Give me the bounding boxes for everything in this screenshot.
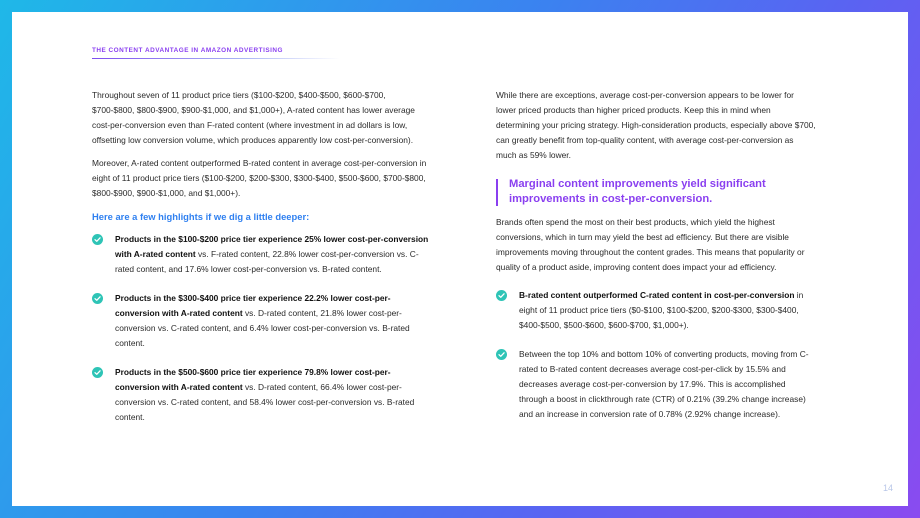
right-bullet-1-bold: B-rated content outperformed C-rated content in cost-per-conversion	[519, 290, 795, 300]
right-bullet-1-rest: in eight of 11 product price tiers ($0-$100, $100-$200, $200-$300, $300-$400, $400-$500, $500-$600, $600-$700, $1,000+).	[519, 290, 804, 330]
left-bullet-3-rest: vs. D-rated content, 66.4% lower cost-per-conversion vs. C-rated content, and 58.4% lower cost-per-conversion vs. B-rated content.	[115, 382, 415, 422]
right-bullet-2-text	[519, 347, 816, 422]
left-bullet-2	[92, 291, 430, 351]
left-column	[92, 88, 430, 439]
left-paragraph-2: Moreover, A-rated content outperformed B-rated content in average cost-per-conversion in eight of 11 product price tiers ($100-$200, $200-$300, $300-$400, $500-$600, $700-$800, $800-$900, $900-$1,000, and $1,000+).	[92, 158, 427, 198]
pull-quote-text: Marginal content improvements yield significant improvements in cost-per-conversion.	[509, 178, 766, 205]
left-bullet-2-bold: Products in the $300-$400 price tier experience 22.2% lower cost-per-conversion with A-rated content	[115, 293, 391, 318]
check-circle-icon	[496, 290, 507, 301]
check-circle-icon	[92, 234, 103, 245]
left-bullet-1-rest: vs. F-rated content, 22.8% lower cost-per-conversion vs. C-rated content, and 17.6% lower cost-per-conversion vs. B-rated content.	[115, 249, 419, 274]
left-bullet-1-bold: Products in the $100-$200 price tier experience 25% lower cost-per-conversion with A-rated content	[115, 234, 429, 259]
page-number: 14	[882, 483, 893, 493]
left-bullet-3	[92, 365, 430, 425]
pull-quote-bar	[496, 179, 498, 206]
right-paragraph-2: Brands often spend the most on their best products, which yield the highest conversions, which in turn may yield the best ad efficiency. But there are visible improvements moving throughout the content grades. This means that popularity or quality of a product aside, improving content does impact your ad efficiency.	[496, 217, 805, 272]
right-bullet-1	[496, 288, 816, 333]
left-paragraph-1: Throughout seven of 11 product price tiers ($100-$200, $400-$500, $600-$700, $700-$800, $800-$900, $900-$1,000, and $1,000+), A-rated content has lower average cost-per-conversion even than F-rated content (where investment in ad dollars is low, offsetting low conversion volume, which produces apparently low cost-per-conversion).	[92, 90, 415, 145]
pull-quote	[496, 177, 816, 207]
right-paragraph-1: While there are exceptions, average cost-per-conversion appears to be lower for lower priced products than higher priced products. Keep this in mind when determining your pricing strategy. High-consideration products, especially above $700, can greatly benefit from top-quality content, with average cost-per-conversion as much as 59% lower.	[496, 90, 816, 160]
document-page	[12, 12, 908, 506]
header-divider	[92, 58, 340, 59]
right-bullet-1-text	[519, 288, 816, 333]
right-column	[496, 88, 816, 436]
left-bullet-3-text	[115, 365, 430, 425]
highlights-heading: Here are a few highlights if we dig a little deeper:	[92, 211, 310, 222]
right-bullet-2-rest: Between the top 10% and bottom 10% of converting products, moving from C-rated to B-rated content decreases average cost-per-click by 15.5% and decreases average cost-per-conversion by 17.9%. This is accomplished through a boost in clickthrough rate (CTR) of 0.21% (39.2% change increase) and an increase in conversion rate of 0.78% (2.92% change increase).	[519, 349, 809, 419]
right-bullet-2	[496, 347, 816, 422]
left-bullet-3-bold: Products in the $500-$600 price tier experience 79.8% lower cost-per-conversion with A-rated content	[115, 367, 391, 392]
left-bullet-1-text	[115, 232, 430, 277]
left-bullet-1	[92, 232, 430, 277]
left-bullet-2-rest: vs. D-rated content, 21.8% lower cost-per-conversion vs. C-rated content, and 6.4% lower cost-per-conversion vs. B-rated content.	[115, 308, 410, 348]
section-header-label: THE CONTENT ADVANTAGE IN AMAZON ADVERTISING	[92, 47, 283, 54]
left-bullet-2-text	[115, 291, 430, 351]
check-circle-icon	[92, 293, 103, 304]
check-circle-icon	[496, 349, 507, 360]
check-circle-icon	[92, 367, 103, 378]
